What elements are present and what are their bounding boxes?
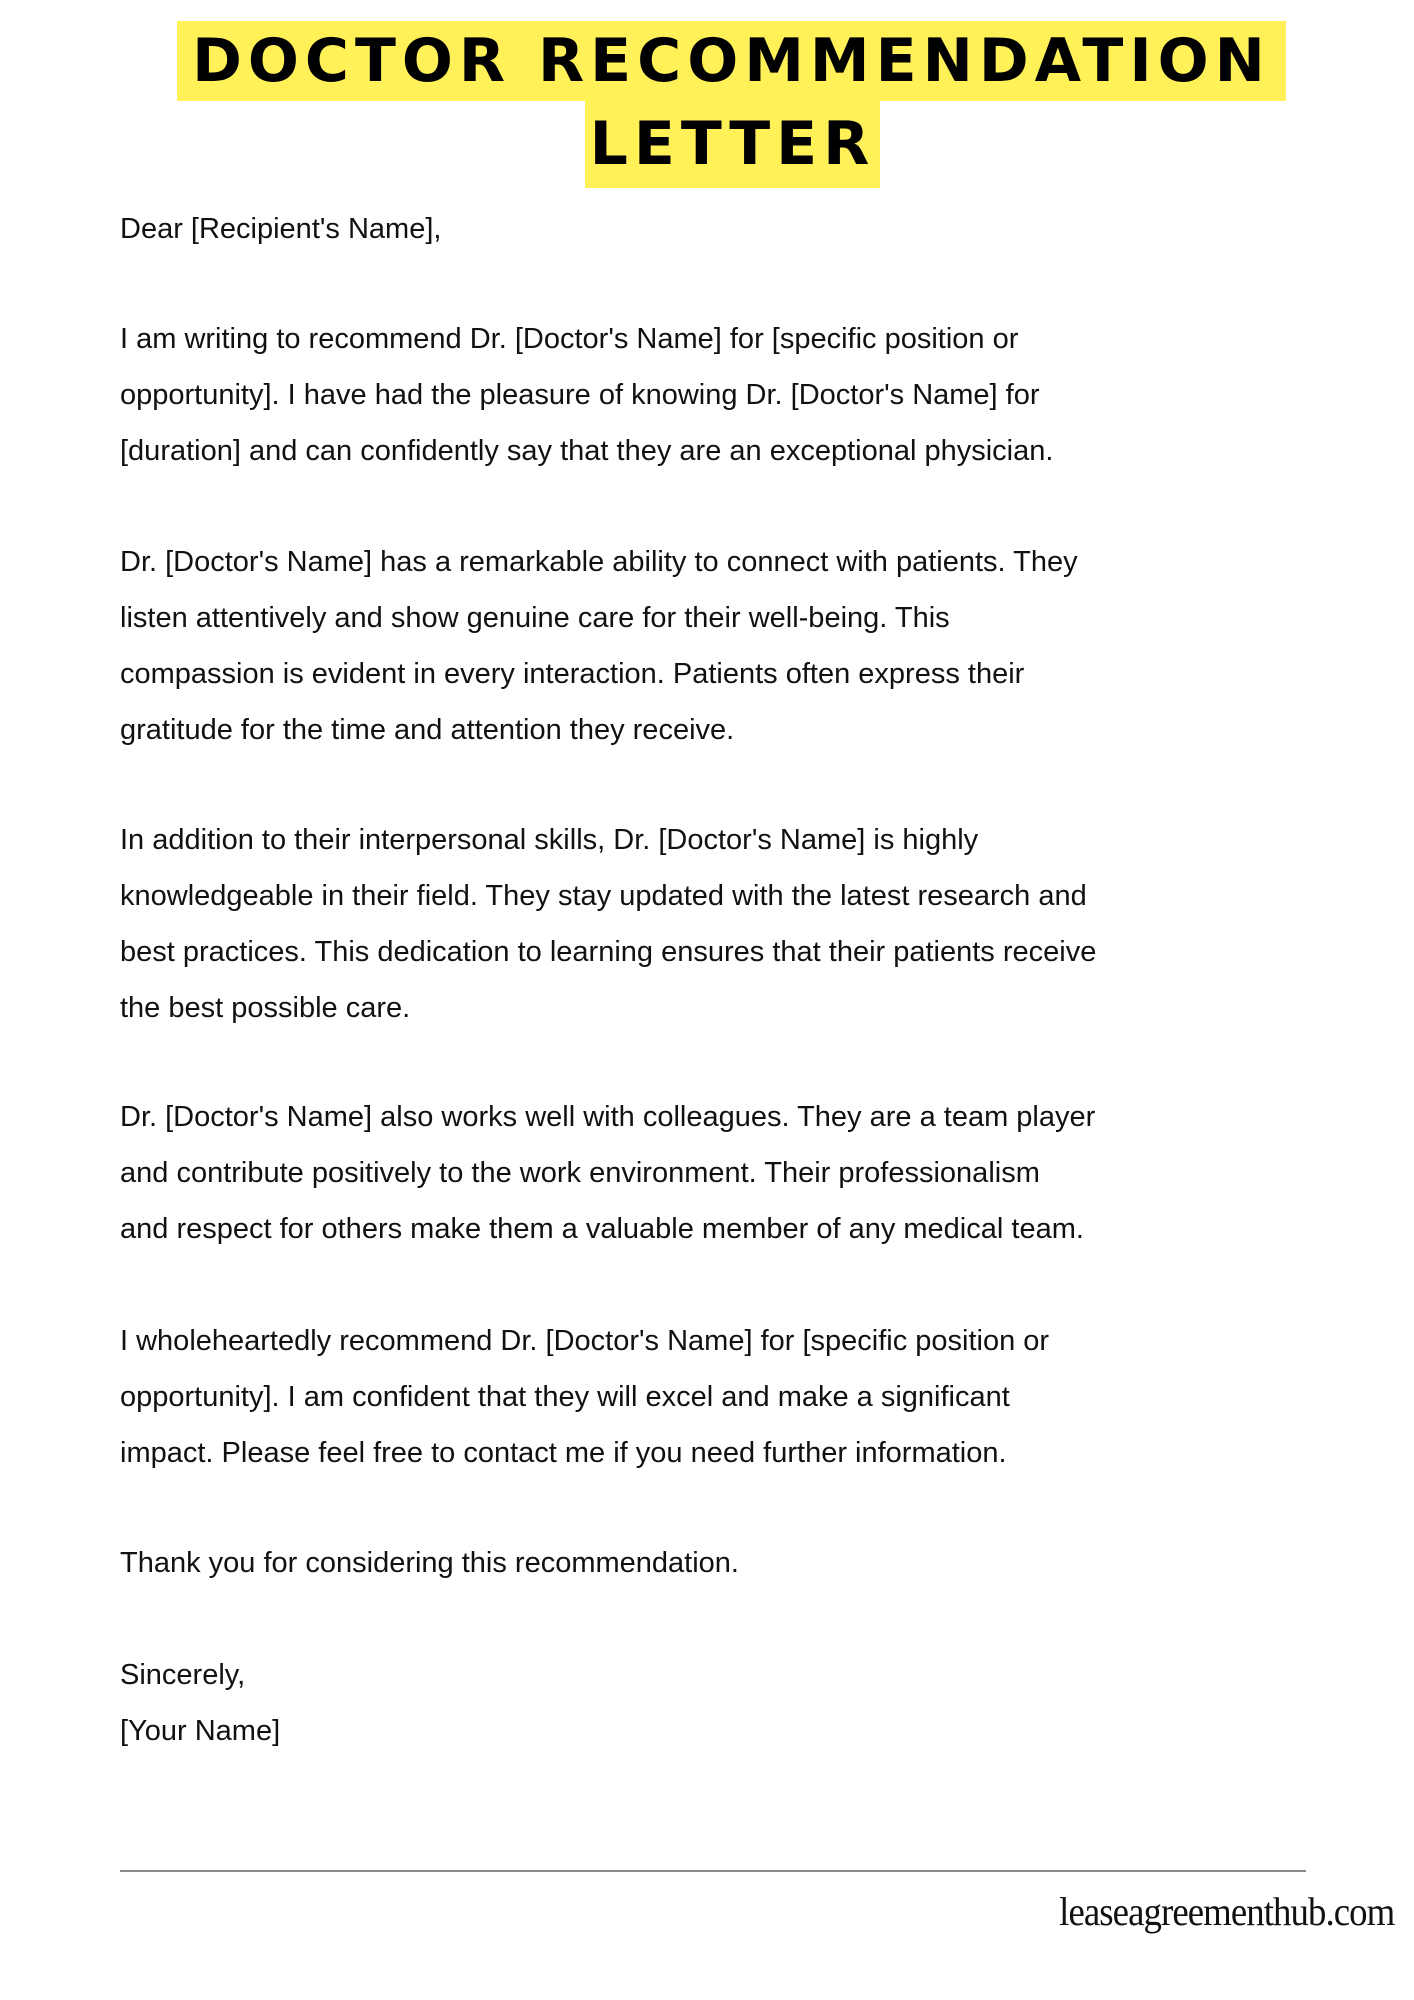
paragraph-line: [duration] and can confidently say that they are an exceptional physician.	[120, 435, 1054, 467]
thanks-text: Thank you for considering this recommendation.	[120, 1547, 739, 1579]
title-line-2: LETTER	[585, 100, 880, 188]
footer-divider	[120, 1870, 1306, 1872]
paragraph-line: I wholeheartedly recommend Dr. [Doctor's Name] for [specific position or	[120, 1325, 1050, 1357]
paragraph-line: knowledgeable in their field. They stay updated with the latest research and	[120, 880, 1087, 912]
salutation-text: Dear [Recipient's Name],	[120, 213, 442, 245]
footer-site-name: leaseagreementhub.com	[1058, 1889, 1394, 1934]
paragraph-line: opportunity]. I have had the pleasure of knowing Dr. [Doctor's Name] for	[120, 379, 1040, 411]
paragraph-line: and contribute positively to the work environment. Their professionalism	[120, 1157, 1040, 1189]
paragraph-line: Dr. [Doctor's Name] also works well with colleagues. They are a team player	[120, 1101, 1096, 1133]
signature-name: [Your Name]	[120, 1715, 281, 1747]
closing-text: Sincerely,	[120, 1659, 246, 1691]
paragraph-line: and respect for others make them a valuable member of any medical team.	[120, 1213, 1084, 1245]
paragraph-line: best practices. This dedication to learning ensures that their patients receive	[120, 936, 1097, 968]
paragraph-line: I am writing to recommend Dr. [Doctor's Name] for [specific position or	[120, 323, 1019, 355]
title-line-1: DOCTOR RECOMMENDATION	[177, 21, 1286, 101]
paragraph-line: compassion is evident in every interaction. Patients often express their	[120, 658, 1025, 690]
paragraph-line: Dr. [Doctor's Name] has a remarkable ability to connect with patients. They	[120, 546, 1078, 578]
paragraph-line: gratitude for the time and attention they receive.	[120, 714, 735, 746]
paragraph-line: opportunity]. I am confident that they will excel and make a significant	[120, 1381, 1010, 1413]
paragraph-line: In addition to their interpersonal skills, Dr. [Doctor's Name] is highly	[120, 824, 979, 856]
paragraph-line: the best possible care.	[120, 992, 411, 1024]
paragraph-line: listen attentively and show genuine care for their well-being. This	[120, 602, 950, 634]
paragraph-line: impact. Please feel free to contact me if you need further information.	[120, 1437, 1007, 1469]
